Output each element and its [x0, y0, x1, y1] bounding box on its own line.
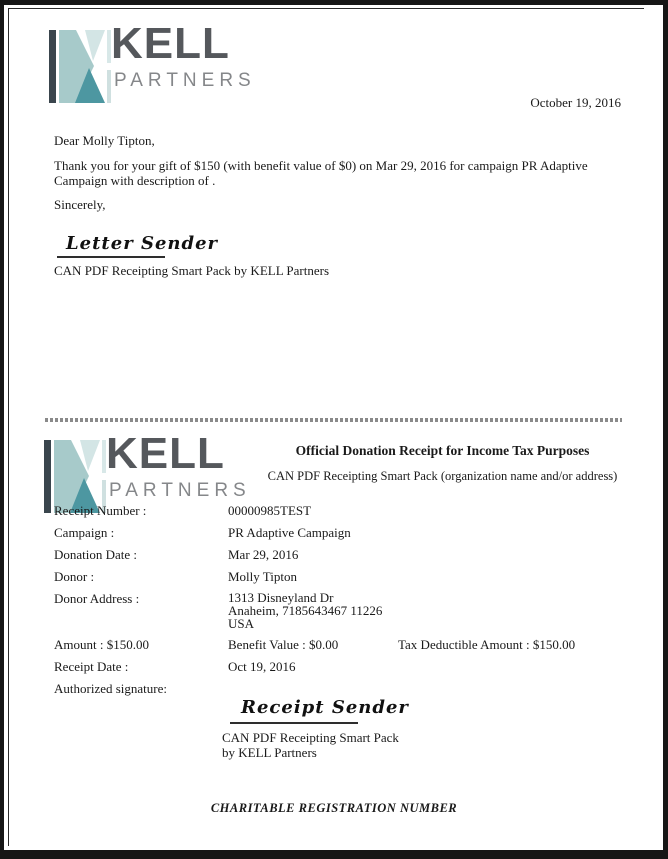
page-edge-right	[663, 0, 668, 859]
field-row-receipt-date	[54, 659, 620, 674]
letter-signature: Letter Sender	[66, 233, 218, 254]
receipt-title: Official Donation Receipt for Income Tax Purposes	[295, 443, 590, 458]
field-label: Donation Date :	[54, 547, 138, 562]
address-line: USA	[228, 616, 255, 631]
field-label: Donor Address :	[54, 591, 140, 606]
inner-border-left	[8, 8, 9, 846]
inner-border-top	[8, 8, 644, 9]
brand-name: KELL	[106, 429, 225, 478]
page-edge-bottom	[0, 850, 668, 859]
letter-signature-caption: CAN PDF Receipting Smart Pack by KELL Partners	[54, 263, 330, 278]
receipt-signature-line	[230, 722, 358, 724]
letter-signature-line	[57, 256, 165, 258]
field-label: Donor :	[54, 569, 95, 584]
receipt-fields	[54, 503, 620, 703]
field-value: Oct 19, 2016	[228, 659, 296, 674]
field-value-address	[228, 591, 620, 630]
authorized-signature-label: Authorized signature:	[54, 681, 167, 696]
field-row-receipt-number	[54, 503, 620, 518]
field-value: PR Adaptive Campaign	[228, 525, 351, 540]
brand-subname: PARTNERS	[109, 480, 251, 501]
page-edge-top	[0, 0, 668, 5]
field-label: Receipt Number :	[54, 503, 147, 518]
field-row-donor-address	[54, 591, 620, 630]
address-line: Anaheim, 7185643467 11226	[228, 603, 383, 618]
field-row-campaign	[54, 525, 620, 540]
charitable-registration-footer: CHARITABLE REGISTRATION NUMBER	[210, 801, 458, 815]
field-label: Receipt Date :	[54, 659, 129, 674]
field-value: Molly Tipton	[228, 569, 298, 584]
tax-deductible-value: Tax Deductible Amount : $150.00	[398, 637, 576, 652]
brand-name: KELL	[111, 19, 230, 68]
field-value: Mar 29, 2016	[228, 547, 299, 562]
receipt-subtitle: CAN PDF Receipting Smart Pack (organization name and/or address)	[267, 469, 618, 483]
letter-salutation: Dear Molly Tipton,	[54, 133, 155, 148]
receipt-signature: Receipt Sender	[241, 697, 409, 718]
benefit-value: Benefit Value : $0.00	[228, 637, 339, 652]
address-line: 1313 Disneyland Dr	[228, 590, 334, 605]
page-edge-left	[0, 0, 4, 859]
amounts-row	[54, 637, 620, 652]
field-row-donation-date	[54, 547, 620, 562]
field-row-authorized-signature	[54, 681, 620, 696]
letter-closing: Sincerely,	[54, 197, 106, 212]
receipt-signature-caption	[222, 730, 399, 760]
field-row-donor	[54, 569, 620, 584]
letter-date: October 19, 2016	[530, 95, 621, 110]
kell-logo-mark-icon	[49, 30, 111, 103]
caption-line: by KELL Partners	[222, 745, 317, 760]
kell-logo-letterhead	[49, 19, 294, 108]
amount-value: Amount : $150.00	[54, 637, 149, 652]
brand-subname: PARTNERS	[114, 70, 256, 91]
letter-body: Thank you for your gift of $150 (with benefit value of $0) on Mar 29, 2016 for campaign PR Adaptive Campaign with description of .	[54, 158, 588, 188]
field-value: 00000985TEST	[228, 503, 312, 518]
dotted-divider	[45, 418, 622, 422]
field-label: Campaign :	[54, 525, 115, 540]
caption-line: CAN PDF Receipting Smart Pack	[222, 730, 399, 745]
